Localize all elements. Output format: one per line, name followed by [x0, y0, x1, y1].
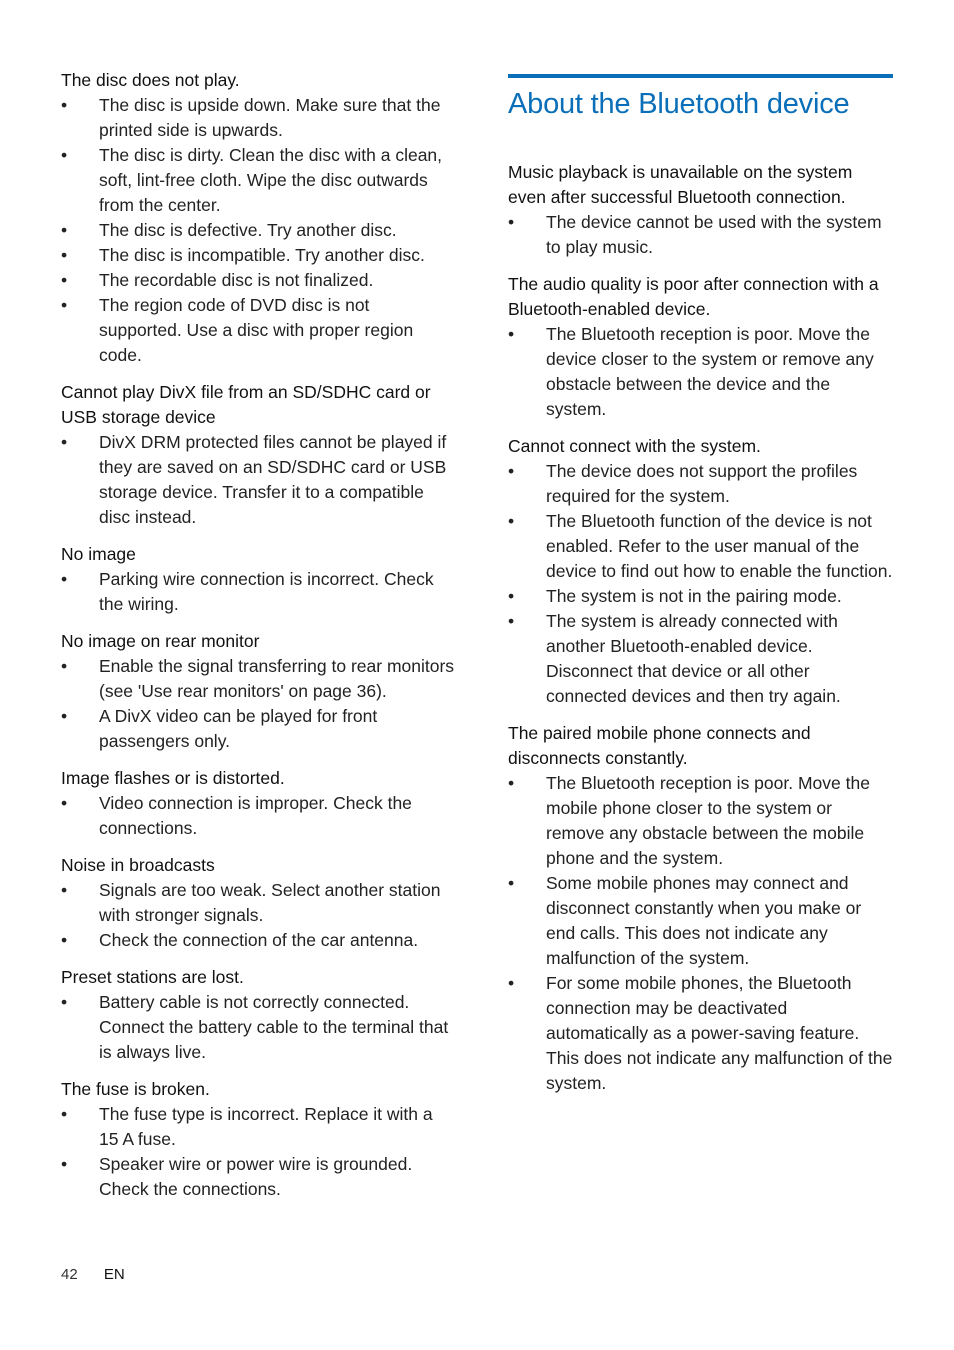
list-item [508, 771, 893, 871]
list-item-text: Check the connection of the car antenna. [99, 930, 419, 950]
list-item-text: The disc is dirty. Clean the disc with a clean, soft, lint-free cloth. Wipe the disc outwards from the center. [99, 145, 443, 215]
bullet-icon: • [61, 145, 68, 165]
list-item-text: The Bluetooth reception is poor. Move the device closer to the system or remove any obstacle between the device and the system. [546, 324, 874, 419]
list-item [61, 218, 456, 243]
troubleshoot-topic [508, 272, 893, 422]
bullet-icon: • [61, 930, 68, 950]
bullet-icon: • [508, 461, 515, 481]
troubleshoot-topic [508, 721, 893, 1096]
topic-list [508, 322, 893, 422]
topic-list [508, 459, 893, 709]
list-item-text: DivX DRM protected files cannot be played if they are saved on an SD/SDHC card or USB storage device. Transfer it to a compatible disc instead. [99, 432, 447, 527]
topic-heading: The paired mobile phone connects and disconnects constantly. [508, 723, 811, 768]
list-item [61, 268, 456, 293]
topic-list [61, 791, 456, 841]
list-item [508, 584, 893, 609]
bullet-icon: • [61, 270, 68, 290]
list-item-text: The disc is upside down. Make sure that the printed side is upwards. [99, 95, 441, 140]
topic-list [508, 771, 893, 1096]
topic-list [61, 1102, 456, 1202]
bullet-icon: • [61, 706, 68, 726]
troubleshoot-topic [61, 853, 456, 953]
bullet-icon: • [508, 324, 515, 344]
bullet-icon: • [508, 212, 515, 232]
topic-heading: Cannot connect with the system. [508, 436, 761, 456]
topic-heading: No image on rear monitor [61, 631, 260, 651]
list-item-text: Some mobile phones may connect and disconnect constantly when you make or end calls. This does not indicate any malfunction of the system. [546, 873, 862, 968]
topic-heading: The audio quality is poor after connection with a Bluetooth-enabled device. [508, 274, 879, 319]
list-item-text: For some mobile phones, the Bluetooth connection may be deactivated automatically as a power-saving feature. This does not indicate any malfunction of the system. [546, 973, 893, 1093]
list-item [61, 1152, 456, 1202]
list-item-text: Signals are too weak. Select another station with stronger signals. [99, 880, 441, 925]
topic-list [61, 990, 456, 1065]
troubleshoot-topic [508, 434, 893, 709]
list-item-text: The system is already connected with another Bluetooth-enabled device. Disconnect that device or all other connected devices and then try again. [546, 611, 841, 706]
topic-heading: Music playback is unavailable on the system even after successful Bluetooth connection. [508, 162, 853, 207]
list-item-text: The disc is incompatible. Try another disc. [99, 245, 425, 265]
list-item [508, 509, 893, 584]
list-item [61, 143, 456, 218]
topic-heading: No image [61, 544, 136, 564]
bullet-icon: • [61, 295, 68, 315]
list-item-text: Battery cable is not correctly connected. Connect the battery cable to the terminal that is always live. [99, 992, 449, 1062]
topic-list [61, 93, 456, 368]
list-item-text: The region code of DVD disc is not supported. Use a disc with proper region code. [99, 295, 414, 365]
topic-heading: Image flashes or is distorted. [61, 768, 285, 788]
left-column [61, 68, 456, 1214]
bullet-icon: • [61, 95, 68, 115]
list-item-text: The recordable disc is not finalized. [99, 270, 374, 290]
right-column [508, 74, 893, 1108]
topic-heading: The disc does not play. [61, 70, 240, 90]
list-item-text: The disc is defective. Try another disc. [99, 220, 397, 240]
right-topics [508, 160, 893, 1096]
troubleshoot-topic [508, 160, 893, 260]
list-item [61, 791, 456, 841]
bullet-icon: • [508, 873, 515, 893]
list-item-text: The Bluetooth reception is poor. Move the mobile phone closer to the system or remove any obstacle between the mobile phone and the system. [546, 773, 870, 868]
bullet-icon: • [61, 656, 68, 676]
list-item-text: The device does not support the profiles required for the system. [546, 461, 858, 506]
list-item [508, 971, 893, 1096]
list-item-text: The system is not in the pairing mode. [546, 586, 842, 606]
list-item [61, 93, 456, 143]
bullet-icon: • [61, 1104, 68, 1124]
list-item [508, 322, 893, 422]
troubleshoot-topic [61, 1077, 456, 1202]
list-item [61, 704, 456, 754]
troubleshoot-topic [61, 965, 456, 1065]
topic-list [61, 430, 456, 530]
page-number: 42 [61, 1266, 78, 1283]
list-item [508, 459, 893, 509]
bullet-icon: • [61, 992, 68, 1012]
list-item-text: Video connection is improper. Check the connections. [99, 793, 412, 838]
list-item [61, 243, 456, 268]
list-item-text: The fuse type is incorrect. Replace it with a 15 A fuse. [99, 1104, 433, 1149]
bullet-icon: • [508, 611, 515, 631]
topic-list [61, 878, 456, 953]
topic-list [61, 654, 456, 754]
bullet-icon: • [61, 245, 68, 265]
list-item [508, 210, 893, 260]
section-rule [508, 74, 893, 78]
troubleshoot-topic [61, 766, 456, 841]
topic-list [61, 567, 456, 617]
bullet-icon: • [61, 220, 68, 240]
page-footer [61, 1266, 125, 1283]
bullet-icon: • [61, 793, 68, 813]
topic-heading: Preset stations are lost. [61, 967, 244, 987]
troubleshoot-topic [61, 542, 456, 617]
list-item [508, 871, 893, 971]
bullet-icon: • [508, 773, 515, 793]
list-item [508, 609, 893, 709]
troubleshoot-topic [61, 629, 456, 754]
language-code: EN [103, 1266, 125, 1283]
list-item [61, 654, 456, 704]
topic-list [508, 210, 893, 260]
bullet-icon: • [508, 586, 515, 606]
list-item [61, 293, 456, 368]
list-item [61, 990, 456, 1065]
list-item-text: Parking wire connection is incorrect. Check the wiring. [99, 569, 434, 614]
list-item-text: A DivX video can be played for front passengers only. [99, 706, 378, 751]
list-item-text: The Bluetooth function of the device is not enabled. Refer to the user manual of the device to find out how to enable the function. [546, 511, 893, 581]
bullet-icon: • [61, 569, 68, 589]
bullet-icon: • [61, 1154, 68, 1174]
list-item-text: Speaker wire or power wire is grounded. Check the connections. [99, 1154, 413, 1199]
troubleshoot-topic [61, 68, 456, 368]
list-item [61, 1102, 456, 1152]
bullet-icon: • [508, 973, 515, 993]
bullet-icon: • [61, 432, 68, 452]
list-item-text: Enable the signal transferring to rear monitors (see 'Use rear monitors' on page 36). [99, 656, 455, 701]
section-title: About the Bluetooth device [508, 88, 850, 120]
troubleshoot-topic [61, 380, 456, 530]
list-item-text: The device cannot be used with the system to play music. [546, 212, 882, 257]
bullet-icon: • [61, 880, 68, 900]
list-item [61, 567, 456, 617]
list-item [61, 430, 456, 530]
list-item [61, 928, 456, 953]
bullet-icon: • [508, 511, 515, 531]
topic-heading: Noise in broadcasts [61, 855, 215, 875]
list-item [61, 878, 456, 928]
topic-heading: The fuse is broken. [61, 1079, 210, 1099]
topic-heading: Cannot play DivX file from an SD/SDHC card or USB storage device [61, 382, 431, 427]
